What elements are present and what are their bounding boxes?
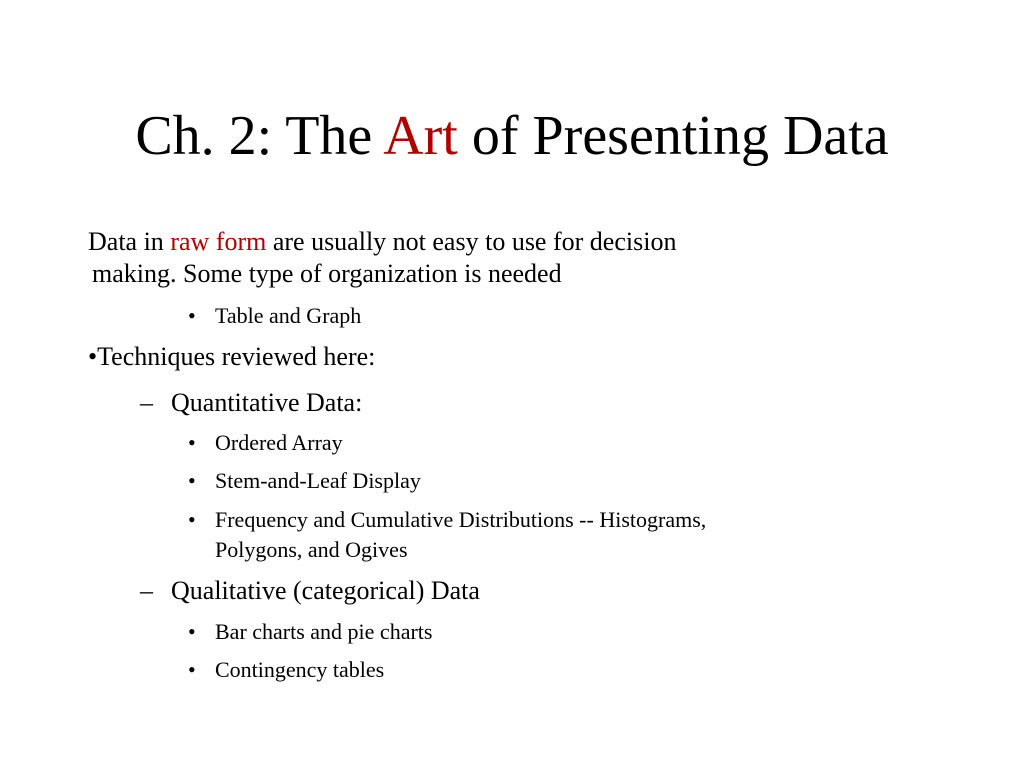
list-item-ordered-array: Ordered Array [215, 430, 343, 455]
list-item-table-graph: Table and Graph [215, 303, 362, 328]
bullet-dot: • [188, 468, 196, 493]
bullet-dot: • [188, 619, 196, 644]
title-accent-word: Art [383, 105, 458, 167]
title-prefix: Ch. 2: The [135, 105, 373, 167]
qualitative-heading: Qualitative (categorical) Data [171, 576, 480, 605]
quantitative-heading: Quantitative Data: [171, 388, 363, 417]
techniques-heading: •Techniques reviewed here: [88, 342, 376, 371]
bullet-dot: • [188, 507, 196, 532]
bullet-dash: – [140, 576, 153, 605]
list-item-stem-leaf: Stem-and-Leaf Display [215, 468, 421, 493]
intro-line-2: making. Some type of organization is needed [92, 259, 562, 288]
bullet-dot: • [188, 657, 196, 682]
slide-title [0, 100, 1024, 172]
intro-prefix: Data in [88, 227, 164, 256]
list-item-frequency-line-2: Polygons, and Ogives [215, 537, 408, 562]
intro-suffix: are usually not easy to use for decision [272, 227, 677, 256]
title-suffix: of Presenting Data [471, 105, 889, 167]
list-item-contingency: Contingency tables [215, 657, 385, 682]
list-item-frequency-line-1: Frequency and Cumulative Distributions -- Histograms, [215, 507, 707, 532]
intro-accent: raw form [170, 227, 267, 256]
bullet-dot: • [188, 303, 196, 328]
bullet-dot: • [188, 430, 196, 455]
intro-line-1 [88, 226, 676, 258]
bullet-dash: – [140, 388, 153, 417]
list-item-bar-pie: Bar charts and pie charts [215, 619, 433, 644]
